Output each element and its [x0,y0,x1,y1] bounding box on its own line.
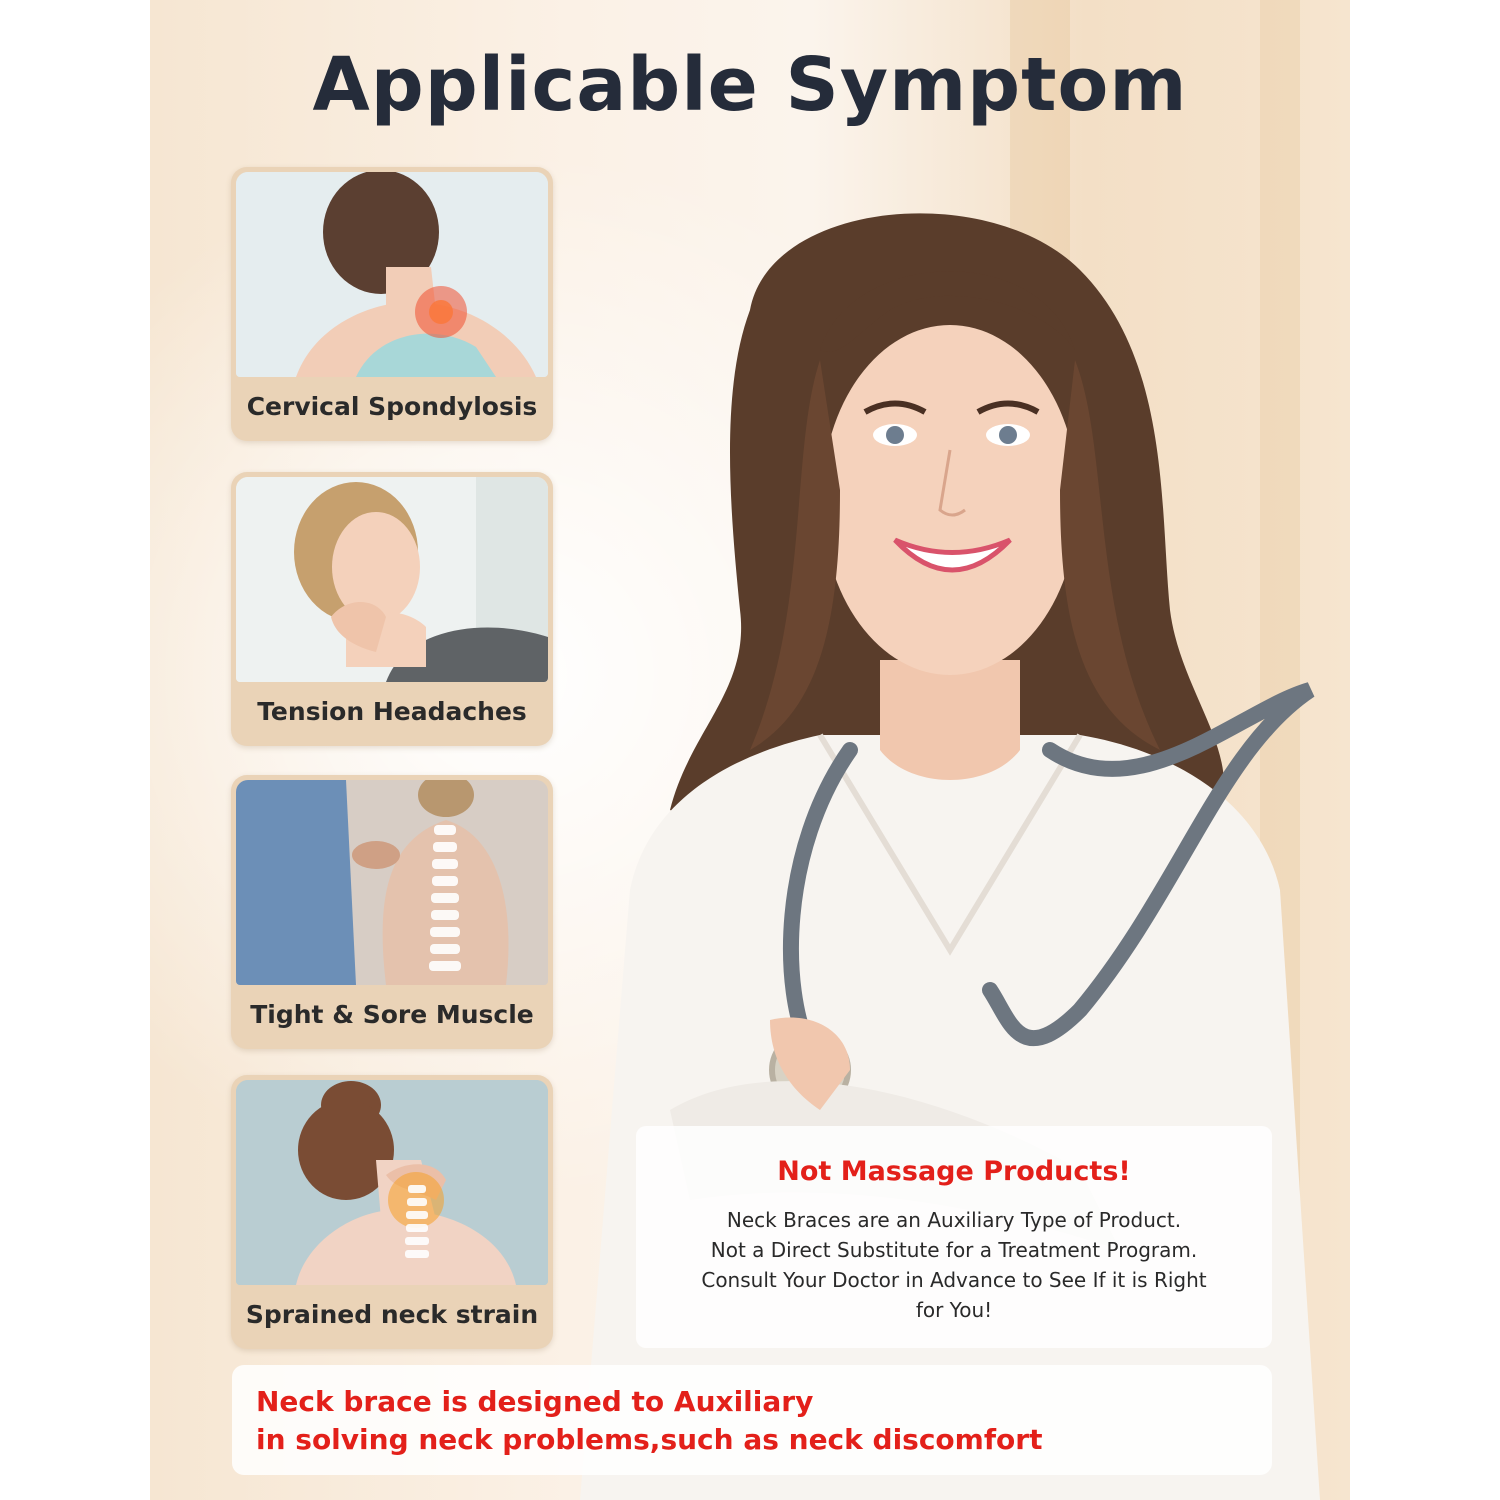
symptom-card-cervical-spondylosis [231,167,553,441]
spine-examination-illustration [236,780,548,985]
symptom-label: Tight & Sore Muscle [250,1000,534,1029]
usage-statement-line: Neck brace is designed to Auxiliary [256,1385,814,1418]
symptom-card-tension-headaches [231,472,553,746]
disclaimer-box [636,1126,1272,1348]
symptom-label: Sprained neck strain [245,1300,539,1329]
disclaimer-line: Consult Your Doctor in Advance to See If it is Right [701,1268,1207,1292]
symptom-label: Cervical Spondylosis [246,392,538,421]
usage-statement-line: in solving neck problems,such as neck discomfort [256,1423,1043,1456]
neck-pain-back-view-illustration [236,172,548,377]
disclaimer-line: Neck Braces are an Auxiliary Type of Product. [726,1208,1182,1232]
page-title: Applicable Symptom [312,42,1188,128]
disclaimer-title: Not Massage Products! [777,1156,1131,1187]
neck-strain-hand-illustration [236,1080,548,1285]
woman-holding-neck-illustration [236,477,548,682]
symptom-card-tight-sore-muscle [231,775,553,1049]
usage-statement-box [232,1365,1272,1475]
symptom-card-sprained-neck-strain [231,1075,553,1349]
disclaimer-line: Not a Direct Substitute for a Treatment Program. [710,1238,1198,1262]
product-infographic [150,0,1350,1500]
disclaimer-line: for You! [915,1298,993,1322]
symptom-label: Tension Headaches [257,697,527,726]
